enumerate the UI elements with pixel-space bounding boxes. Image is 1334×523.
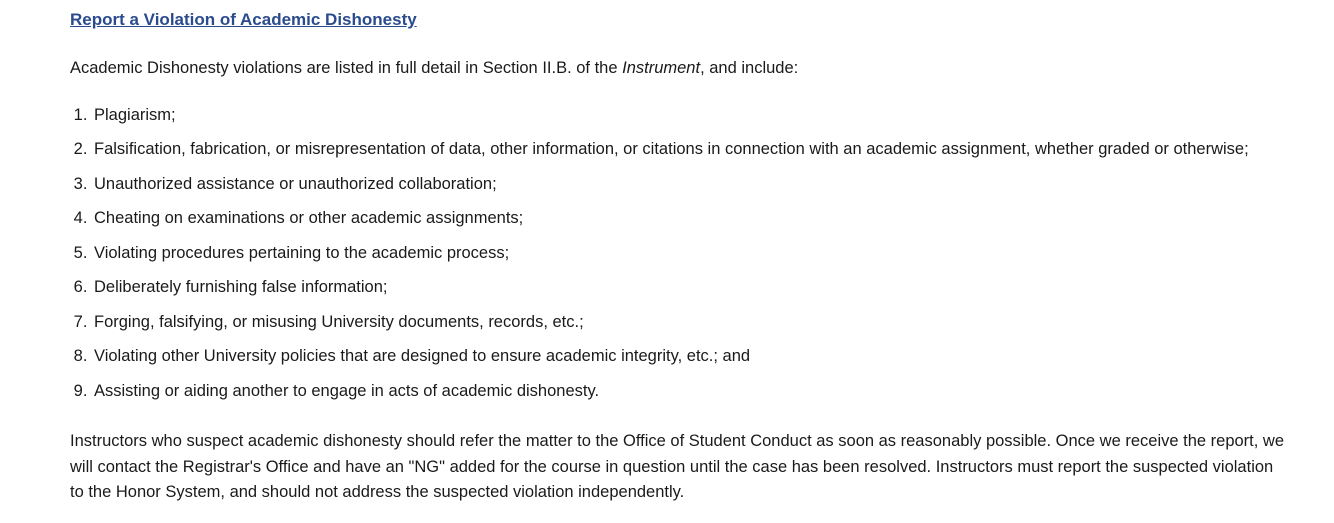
list-item: 7. Forging, falsifying, or misusing University documents, records, etc.; (92, 310, 1290, 336)
instrument-title: Instrument (622, 58, 701, 77)
list-item: 6. Deliberately furnishing false information; (92, 275, 1290, 301)
page-title (70, 8, 1290, 32)
report-violation-link[interactable]: Report a Violation of Academic Dishonesty (70, 10, 417, 29)
closing-paragraph: Instructors who suspect academic dishonesty should refer the matter to the Office of Student Conduct as soon as reasonably possible. Once we receive the report, we will contact the Registrar's Office and have an "NG" added for the course in question until the case has been resolved. Instructors must report the suspected violation to the Honor System, and should not address the suspected violation independently. (70, 431, 1285, 502)
intro-text-after: , and include: (700, 58, 799, 77)
intro-paragraph (70, 56, 1290, 81)
list-item: 2. Falsification, fabrication, or misrepresentation of data, other information, or citations in connection with an academic assignment, whether graded or otherwise; (92, 137, 1290, 163)
list-item: 5. Violating procedures pertaining to the academic process; (92, 241, 1290, 267)
intro-text-before: Academic Dishonesty violations are listed in full detail in Section II.B. of the (70, 58, 623, 77)
violations-list (44, 103, 1290, 405)
list-item: 3. Unauthorized assistance or unauthorized collaboration; (92, 172, 1290, 198)
list-item: 4. Cheating on examinations or other academic assignments; (92, 206, 1290, 232)
list-item: 8. Violating other University policies that are designed to ensure academic integrity, etc.; and (92, 344, 1290, 370)
list-item: 9. Assisting or aiding another to engage in acts of academic dishonesty. (92, 379, 1290, 405)
list-item: 1. Plagiarism; (92, 103, 1290, 129)
